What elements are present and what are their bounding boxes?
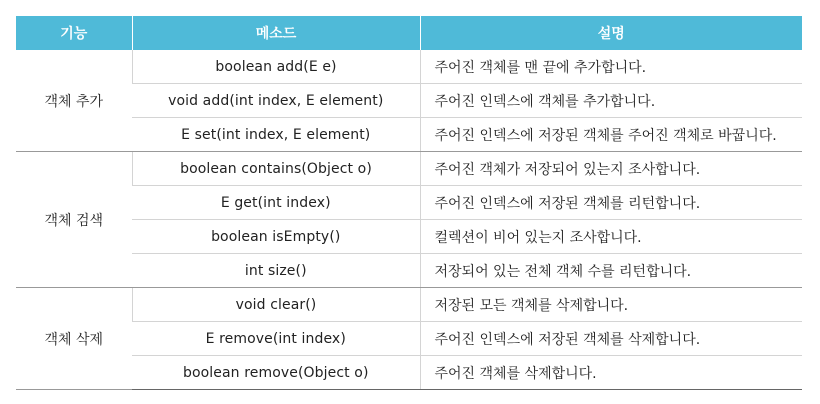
method-cell: E get(int index) (132, 186, 420, 220)
table-row (16, 356, 802, 390)
description-cell: 주어진 인덱스에 저장된 객체를 삭제합니다. (420, 322, 802, 356)
feature-cell-add: 객체 추가 (16, 50, 132, 152)
feature-cell-search: 객체 검색 (16, 152, 132, 288)
description-cell: 주어진 인덱스에 저장된 객체를 주어진 객체로 바꿉니다. (420, 118, 802, 152)
description-cell: 주어진 인덱스에 객체를 추가합니다. (420, 84, 802, 118)
method-cell: boolean remove(Object o) (132, 356, 420, 390)
method-cell: boolean add(E e) (132, 50, 420, 84)
method-cell: boolean isEmpty() (132, 220, 420, 254)
table-row (16, 118, 802, 152)
table-row (16, 84, 802, 118)
table-header (16, 16, 802, 50)
method-cell: void clear() (132, 288, 420, 322)
header-feature: 기능 (16, 16, 132, 50)
table-row (16, 254, 802, 288)
header-row (16, 16, 802, 50)
description-cell: 저장되어 있는 전체 객체 수를 리턴합니다. (420, 254, 802, 288)
table-row (16, 50, 802, 84)
method-table (16, 16, 802, 390)
header-description: 설명 (420, 16, 802, 50)
header-method: 메소드 (132, 16, 420, 50)
table-row (16, 322, 802, 356)
method-cell: E remove(int index) (132, 322, 420, 356)
description-cell: 주어진 객체가 저장되어 있는지 조사합니다. (420, 152, 802, 186)
table-row (16, 152, 802, 186)
feature-cell-delete: 객체 삭제 (16, 288, 132, 390)
description-cell: 주어진 객체를 삭제합니다. (420, 356, 802, 390)
method-cell: int size() (132, 254, 420, 288)
table-row (16, 288, 802, 322)
table-row (16, 220, 802, 254)
table-row (16, 186, 802, 220)
method-cell: void add(int index, E element) (132, 84, 420, 118)
method-table-container (16, 16, 802, 390)
method-cell: E set(int index, E element) (132, 118, 420, 152)
table-body (16, 50, 802, 390)
method-cell: boolean contains(Object o) (132, 152, 420, 186)
description-cell: 컬렉션이 비어 있는지 조사합니다. (420, 220, 802, 254)
description-cell: 주어진 인덱스에 저장된 객체를 리턴합니다. (420, 186, 802, 220)
description-cell: 저장된 모든 객체를 삭제합니다. (420, 288, 802, 322)
description-cell: 주어진 객체를 맨 끝에 추가합니다. (420, 50, 802, 84)
